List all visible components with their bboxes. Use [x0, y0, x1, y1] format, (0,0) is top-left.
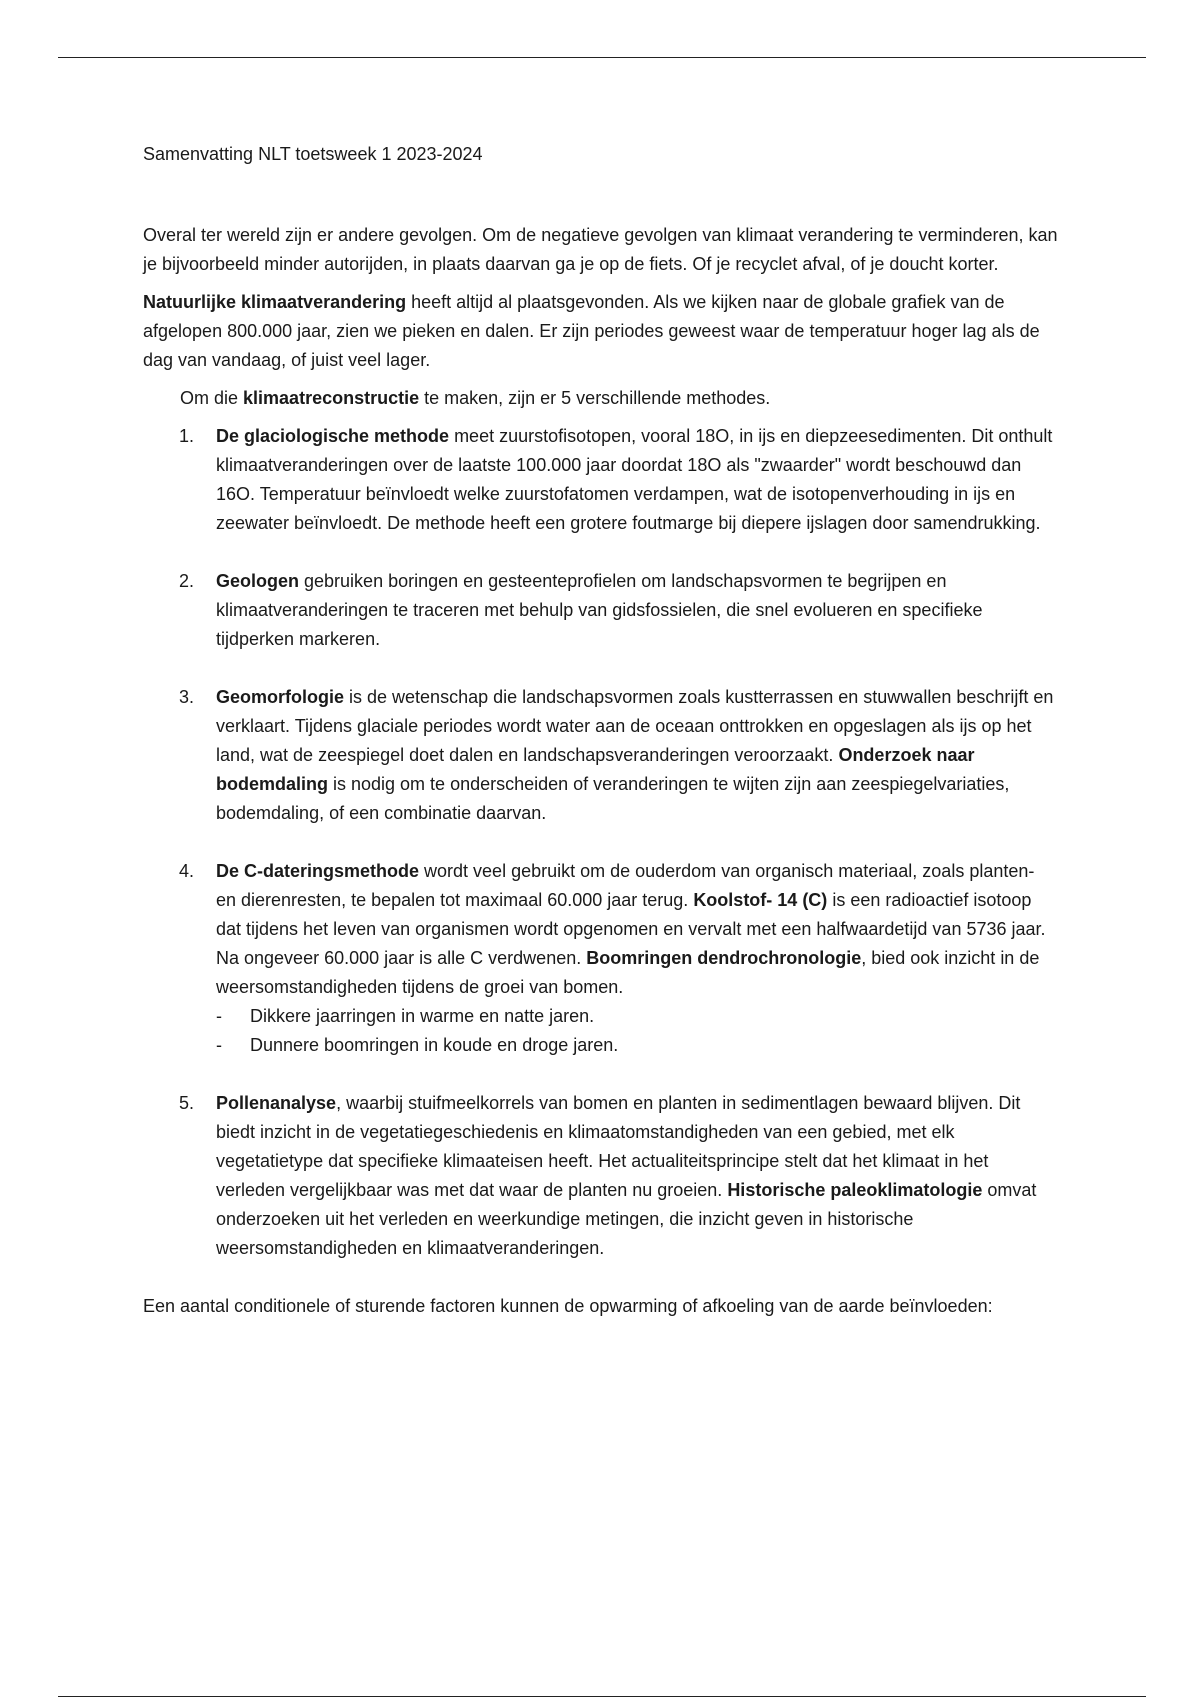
method-term-secondary: Koolstof- 14 (C): [693, 890, 828, 910]
header-rule: [58, 57, 1146, 58]
list-number: 2.: [179, 571, 195, 591]
method-term: Geologen: [216, 571, 300, 591]
natural-climate-term: Natuurlijke klimaatverandering: [143, 292, 407, 312]
method-term-secondary: Historische paleoklimatologie: [727, 1180, 983, 1200]
closing-paragraph: Een aantal conditionele of sturende factoren kunnen de opwarming of afkoeling van de aarde beïnvloeden:: [143, 1296, 993, 1316]
method-text-secondary: is een radioactief isotoop dat tijdens het leven van organismen wordt opgenomen en vervalt met een halfwaardetijd van 5736 jaar. Na ongeveer 60.000 jaar is alle C verdwenen.: [216, 890, 1046, 968]
method-item-pollen: [143, 1089, 1058, 1263]
method-item-geology: [143, 567, 1058, 654]
methods-intro-post: te maken, zijn er 5 verschillende methodes.: [419, 388, 771, 408]
method-item-c-dating: [143, 857, 1058, 1060]
method-item-geomorphology: [143, 683, 1058, 828]
natural-climate-text: heeft altijd al plaatsgevonden. Als we kijken naar de globale grafiek van de afgelopen 800.000 jaar, zien we pieken en dalen. Er zijn periodes geweest waar de temperatuur hoger lag als de dag van vandaag, of juist veel lager.: [143, 292, 1040, 370]
method-text: , waarbij stuifmeelkorrels van bomen en planten in sedimentlagen bewaard blijven. Dit biedt inzicht in de vegetatiegeschiedenis en klimaatomstandigheden van een gebied, met elk vegetatietype dat specifieke klimaateisen heeft. Het actualiteitsprincipe stelt dat het klimaat in het verleden vergelijkbaar was met dat waar de planten nu groeien.: [216, 1093, 1021, 1200]
method-text: meet zuurstofisotopen, vooral 18O, in ijs en diepzeesedimenten. Dit onthult klimaatveranderingen over de laatste 100.000 jaar doordat 18O als "zwaarder" wordt beschouwd dan 16O. Temperatuur beïnvloedt welke zuurstofatomen verdampen, wat de isotopenverhouding in ijs en zeewater beïnvloedt. De methode heeft een grotere foutmarge bij diepere ijslagen door samendrukking.: [216, 426, 1053, 533]
method-text: is de wetenschap die landschapsvormen zoals kustterrassen en stuwwallen beschrijft en verklaart. Tijdens glaciale periodes wordt water aan de oceaan onttrokken en opgeslagen als ijs op het land, wat de zeespiegel doet dalen en landschapsveranderingen veroorzaakt.: [216, 687, 1054, 765]
method-term: Geomorfologie: [216, 687, 345, 707]
document-title: Samenvatting NLT toetsweek 1 2023-2024: [143, 144, 483, 164]
document-body: [143, 140, 1058, 1321]
list-item: [216, 1031, 1058, 1060]
method-text: wordt veel gebruikt om de ouderdom van organisch materiaal, zoals planten- en dierenresten, te bepalen tot maximaal 60.000 jaar terug.: [216, 861, 1035, 910]
tree-ring-bullets: [216, 1002, 1058, 1060]
dash-marker: -: [216, 1006, 222, 1026]
footer-rule: [58, 1696, 1146, 1697]
methods-list: [143, 422, 1058, 1263]
dash-marker: -: [216, 1035, 222, 1055]
list-number: 1.: [179, 426, 195, 446]
list-number: 4.: [179, 861, 195, 881]
method-text: gebruiken boringen en gesteenteprofielen om landschapsvormen te begrijpen en klimaatveranderingen te traceren met behulp van gidsfossielen, die snel evolueren en specifieke tijdperken markeren.: [216, 571, 983, 649]
bullet-text: Dunnere boomringen in koude en droge jaren.: [250, 1035, 619, 1055]
method-text-secondary: is nodig om te onderscheiden of veranderingen te wijten zijn aan zeespiegelvariaties, bodemdaling, of een combinatie daarvan.: [216, 774, 1010, 823]
method-term-tertiary: Boomringen dendrochronologie: [586, 948, 862, 968]
method-term: Pollenanalyse: [216, 1093, 337, 1113]
method-text-tertiary: , bied ook inzicht in de weersomstandigheden tijdens de groei van bomen.: [216, 948, 1040, 997]
method-term-secondary: Onderzoek naar bodemdaling: [216, 745, 975, 794]
method-item-glaciology: [143, 422, 1058, 538]
natural-climate-paragraph: [143, 288, 1058, 375]
list-number: 3.: [179, 687, 195, 707]
methods-intro-pre: Om die: [180, 388, 244, 408]
methods-intro-term: klimaatreconstructie: [243, 388, 420, 408]
methods-intro: [180, 384, 1058, 413]
method-term: De C-dateringsmethode: [216, 861, 420, 881]
intro-paragraph: Overal ter wereld zijn er andere gevolgen. Om de negatieve gevolgen van klimaat verandering te verminderen, kan je bijvoorbeeld minder autorijden, in plaats daarvan ga je op de fiets. Of je recyclet afval, of je doucht korter.: [143, 225, 1058, 274]
method-term: De glaciologische methode: [216, 426, 450, 446]
method-text-secondary: omvat onderzoeken uit het verleden en weerkundige metingen, die inzicht geven in historische weersomstandigheden en klimaatveranderingen.: [216, 1180, 1037, 1258]
list-number: 5.: [179, 1093, 195, 1113]
list-item: [216, 1002, 1058, 1031]
bullet-text: Dikkere jaarringen in warme en natte jaren.: [250, 1006, 595, 1026]
